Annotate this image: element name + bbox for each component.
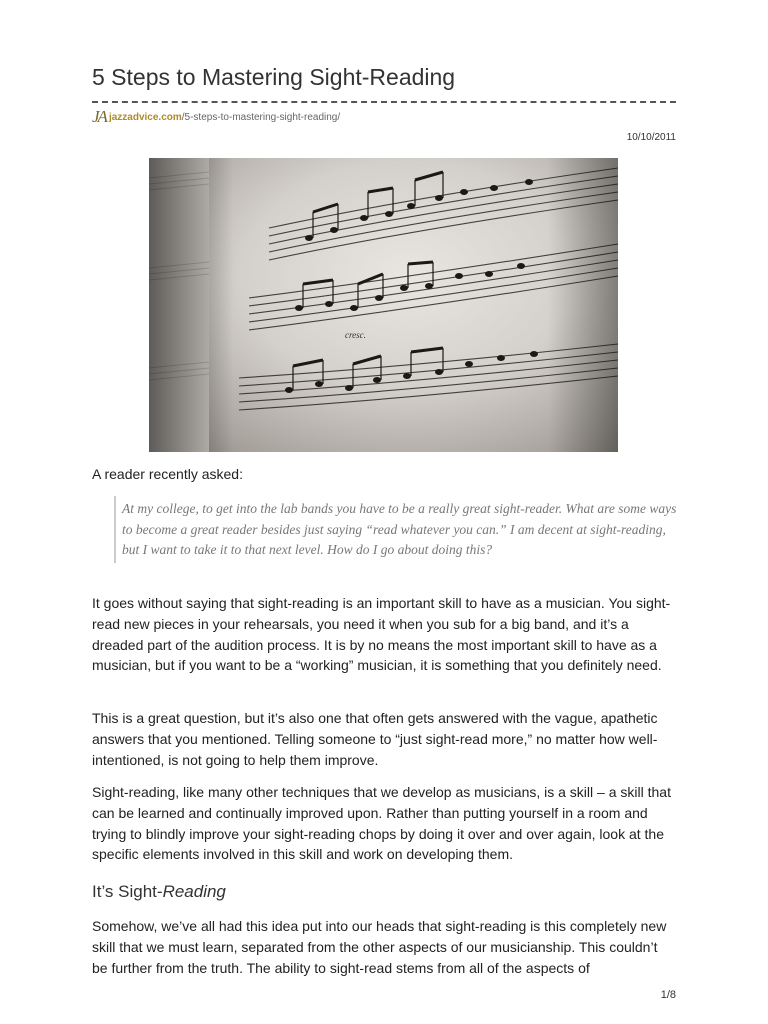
article-title: 5 Steps to Mastering Sight-Reading [92,64,456,90]
source-domain-link[interactable]: jazzadvice.com [108,112,182,123]
sheet-music-illustration [149,158,618,452]
page-number: 1/8 [660,989,676,1001]
paragraph-1: It goes without saying that sight-reading is an important skill to have as a musician. You sight-read new pieces in your rehearsals, you need it when you sub for a big band, and it’s a dreaded part of the audition process. It is by no means the most important skill to have as a musician, but if you want to be a “working” musician, it is something that you definitely need. [92,595,671,674]
title-divider [92,101,676,103]
intro-text: A reader recently asked: [92,466,243,482]
paragraph-2: This is a great question, but it’s also one that often gets answered with the vague, apathetic answers that you mentioned. Telling someone to “just sight-read more,” no matter how well-intentioned, is not going to help them improve. [92,710,658,768]
section-heading-italic: Reading [162,882,226,901]
publish-date: 10/10/2011 [626,132,676,143]
paragraph-3: Sight-reading, like many other techniques that we develop as musicians, is a skill – a skill that can be learned and continually improved upon. Rather than putting yourself in a room and trying to blindly improve your sight-reading chops by doing it over and over again, look at the specific elements involved in this skill and work on developing them. [92,784,671,863]
reader-question-quote: At my college, to get into the lab bands you have to be a really great sight-reader. What are some ways to become a great reader besides just saying “read whatever you can.” I am decent at sight-reading, but I want to take it to that next level. How do I go about doing this? [114,496,680,563]
section-heading [92,882,226,902]
site-logo-icon: JA [92,107,106,126]
section-heading-plain: It’s Sight- [92,882,163,901]
sheet-music-photo [149,158,618,452]
paragraph-4: Somehow, we’ve all had this idea put into our heads that sight-reading is this completely new skill that we must learn, separated from the other aspects of our musicianship. This couldn’t be further from the truth. The ability to sight-read stems from all of the aspects of [92,918,667,976]
source-path: /5-steps-to-mastering-sight-reading/ [181,112,341,123]
source-line [92,107,340,127]
